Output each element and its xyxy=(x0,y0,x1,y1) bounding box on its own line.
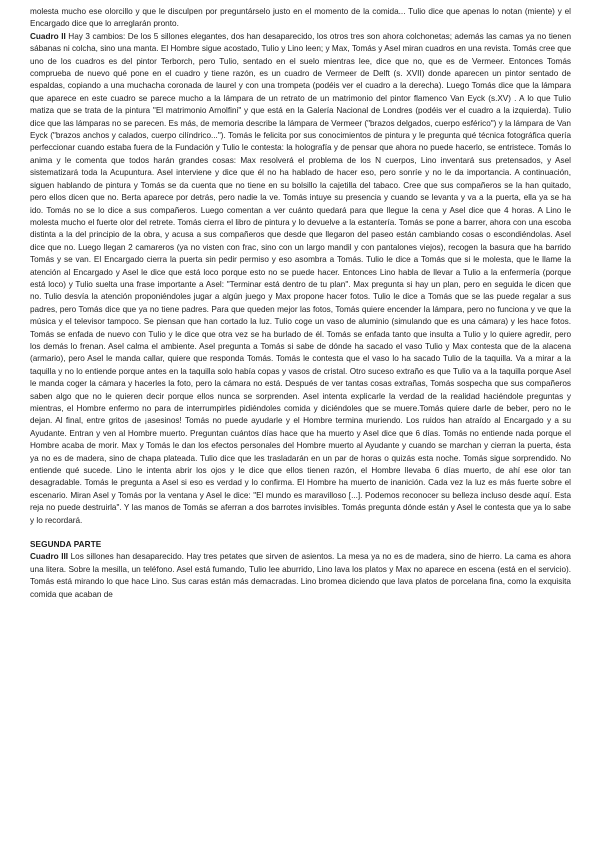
section-heading-segunda-parte: SEGUNDA PARTE xyxy=(30,540,102,550)
paragraph-continuation: molesta mucho ese olorcillo y que le disculpen por preguntárselo justo en el momento de la comida... Tulio dice que apenas lo notan (miente) y el Encargado dice que lo arreglarán pronto. xyxy=(30,7,571,29)
cuadro-ii-label: Cuadro II xyxy=(30,31,66,41)
cuadro-iii-label: Cuadro III xyxy=(30,552,69,562)
paragraph-cuadro-ii xyxy=(30,31,571,527)
cuadro-iii-text: Los sillones han desaparecido. Hay tres petates que sirven de asientos. La mesa ya no es de madera, sino de hierro. La cama es ahora una litera. Sobre la mesilla, un teléfono. Asel está fumando, Tulio lee aburrido, Lino lava los platos y Max no aparece en escena (está en el servicio). Tomás está mirando lo que hace Lino. Sus caras están más demacradas. Lino bromea diciendo que lava platos de porcelana fina, como la exquisita comida que acaban de xyxy=(30,552,571,599)
cuadro-ii-text: Hay 3 cambios: De los 5 sillones elegantes, dos han desaparecido, los otros tres son ahora colchonetas; además las camas ya no tienen sábanas ni colcha, sino una manta. El Hombre sigue acostado, Tulio y Lino leen; y Max, Tomás y Asel miran cuadros en una revista. Tomás cree que uno de los cuadros es del pintor Terborch, pero Tulio, sentado en el suelo mientras lee, dice que no, que es de Vermeer. Entonces Tomás comprueba de nuevo qué pone en el cuadro y tiene razón, es un cuadro de Vermeer de Delft (s. XVII) donde aparecen un pintor sentado de espaldas, copiando a una muchacha coronada de laurel y con una trompeta (podéis ver el cuadro a la derecha). Luego Tomás dice que la lámpara que aparece en este cuadro se parece mucho a la lámpara de un retrato de un matrimonio del pintor flamenco Van Eyck (s.XV) . A lo que Tulio matiza que se trata de la pintura "El matrimonio Arnolfini" y que está en la Galería Nacional de Londres (podéis ver el cuadro a la izquierda). Tulio dice que las lámparas no se parecen. Es más, de memoria describe la lámpara de Vermeer ("brazos delgados, cuerpo esférico") y la lámpara de Van Eyck ("brazos anchos y calados, cuerpo cilíndrico..."). Tomás le felicita por sus conocimientos de pintura y le pregunta qué técnica fotográfica quería perfeccionar cuando estaba fuera de la Fundación y Tulio le contesta: la holografía y de pensar que ahora no puede hacerlo, se entristece. Tomás lo anima y le comenta que todos harán grandes cosas: Max resolverá el problema de los N cuerpos, Lino inventará sus pretensados, y Asel sistematizará toda la Acupuntura. Asel interviene y dice que él no ha hablado de hacer eso, pero sonríe y no le da importancia. A continuación, siguen hablando de pintura y Tomás se da cuenta que no tiene en su bolsillo la cajetilla del tabaco. Cree que sus compañeros se la han quitado, pero ellos dicen que no. Berta aparece por detrás, pero nadie la ve. Tomás intuye su presencia y cuando se levanta y va a la puerta, ella ya se ha ido. Tomás no se lo dice a sus compañeros. Luego comentan a ver cuánto quedará para que llegue la cena y Asel dice que 4 horas. A Lino le molesta mucho el fuerte olor del retrete. Tomás cierra el libro de pintura y lo devuelve a la estantería. Tomás se pone a barrer, ahora con una escoba distinta a la del principio de la obra, y acusa a sus compañeros que desde que llegaron del paseo están cambiando cosas o escondiéndolas. Asel dice que no. Luego llegan 2 camareros (ya no visten con frac, sino con un largo mandil y con pantalones viejos), recogen la basura que ha barrido Tomás y se van. El Encargado cierra la puerta sin pedir permiso y eso asombra a Tomás. Tulio le dice a Tomás que si le molesta, que le llame la atención al Encargado y Asel le dice que está loco porque esto no se puede hacer. Entonces Lino habla de llevar a Tulio a la enfermería (porque está loco) y Tulio suelta una frase importante a Asel: "Terminar está dentro de tu plan". Max pregunta si hay un plan, pero en seguida le dicen que no. Tulio desvía la atención proponiéndoles jugar a algún juego y Max propone hacer fotos. Tulio le dice a Tomás que se las puede regalar a sus padres, pero Tomás dice que ya no tiene padres. Para que queden mejor las fotos, Tomás quiere encender la lámpara, pero no funciona y ve que la música y el televisor tampoco. Se piensan que han cortado la luz. Tulio coge un vaso de aluminio (simulando que es una cámara) y les hace fotos. Tomás se enfada de nuevo con Tulio y le dice que otra vez se ha burlado de él. Tomás se enfada tanto que insulta a Tulio y lo quiere agredir, pero los demás lo frenan. Asel calma el ambiente. Asel pregunta a Tomás si sabe de dónde ha sacado el vaso Tulio y Max contesta que de la alacena (armario), pero Asel le manda callar, quiere que responda Tomás. Tomás le contesta que el vaso lo ha sacado Tulio de la taquilla. Va a mirar a la taquilla y no lo entiende porque antes en la taquilla solo había copas y vasos de cristal. Otro suceso extraño es que Tulio va a la taquilla porque Asel le manda coger la cámara y hacerles la foto, pero la cámara no está. Después de ver tantas cosas extrañas, Tomás sospecha que sus compañeros saben algo que no le quieren decir porque ellos nunca se sorprenden. Asel intenta explicarle la verdad de la realidad haciéndole preguntas y mientras, el Hombre enfermo no para de interrumpirles pidiéndoles comida y diciéndoles que se muere.Tomás quiere darle de beber, pero no le dejan. Al final, entre gritos de ¡asesinos! Tomás no puede ayudarle y el Hombre termina muriendo. Los ruidos han atraído al Encargado y a su Ayudante. Entran y ven al Hombre muerto. Preguntan cuántos días hace que ha muerto y Asel dice que 6 días. Tomás no entiende nada porque el Hombre acaba de morir. Max y Tomás le dan los efectos personales del Hombre muerto al Ayudante y cuando se marchan y cierran la puerta, ésta ya no es de madera, sino de chapa plateada. Tulio dice que les trasladarán en un par de horas o quizás esta noche. Tomás sigue sorprendido. No entiende qué sucede. Lino le intenta abrir los ojos y le dice que ellos tienen razón, el Hombre llevaba 6 días muerto, de ahí ese olor tan desagradable. Tomás le pregunta a Asel si eso es verdad y lo confirma. El Hombre ha muerto de inanición. Cada vez la luz es más fuerte sobre el escenario. Miran Asel y Tomás por la ventana y Asel le dice: "El mundo es maravilloso [...]. Podemos reconocer su belleza incluso desde aquí. Esta reja no puede destruirla". Y las manos de Tomás se aferran a dos barrotes invisibles. Tomás pregunta dónde están y Asel le contesta que ya lo sabe y lo recordará. xyxy=(30,31,572,525)
paragraph-cuadro-iii xyxy=(30,551,571,601)
